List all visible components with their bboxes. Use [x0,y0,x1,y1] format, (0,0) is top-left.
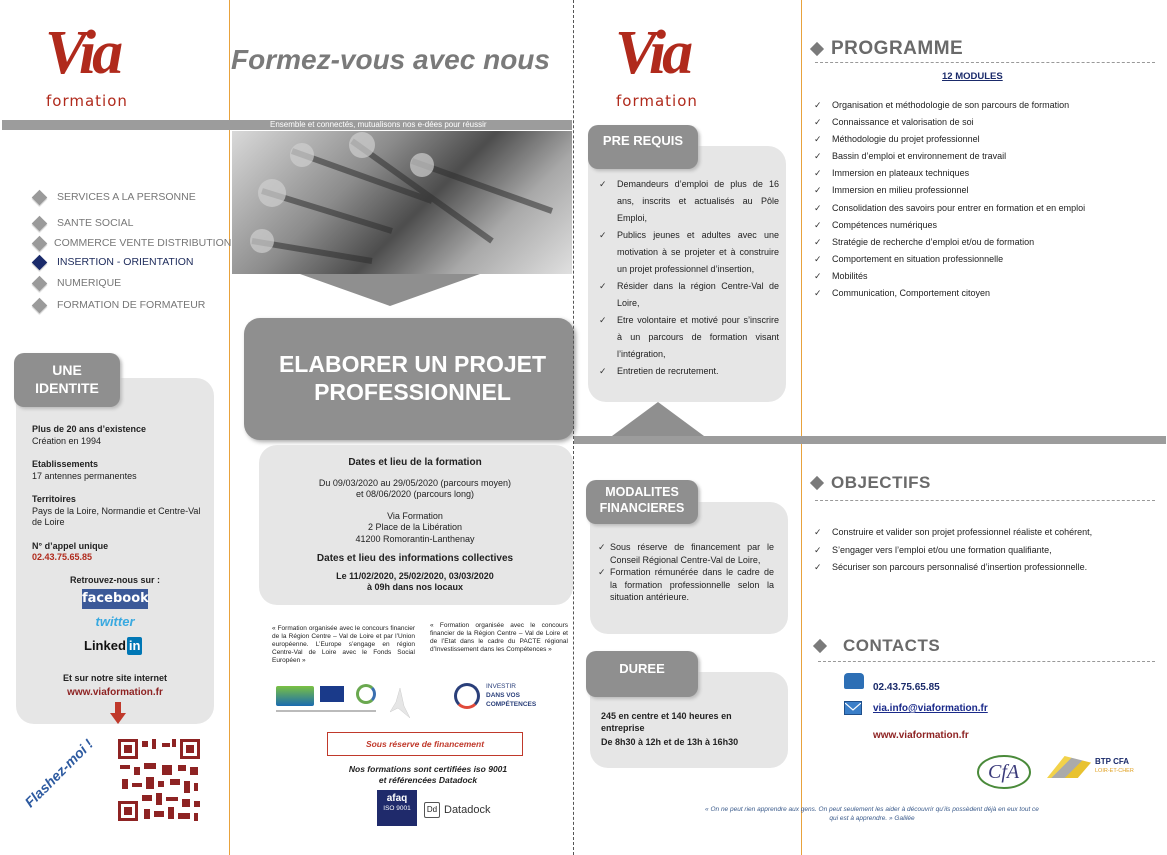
nav-item-insertion[interactable] [34,256,194,268]
qr-code[interactable] [116,737,202,823]
modalites-tab: MODALITES FINANCIERES [586,480,698,524]
modalites-item: ✓ Sous réserve de financement par le Conseil Régional Centre-Val de Loire, [594,541,774,566]
site-title: Et sur notre site internet [62,673,168,683]
nav-item-commerce[interactable] [34,237,231,249]
programme-item: ✓ Immersion en milieu professionnel [810,182,1160,199]
nav-label: FORMATION DE FORMATEUR [57,299,206,311]
diamond-icon [32,235,48,251]
etab-title: Etablissements [32,459,99,469]
slogan: Formez-vous avec nous [231,44,550,75]
email-icon [844,701,862,715]
contact-site[interactable]: www.viaformation.fr [873,730,969,741]
prerequis-item: ✓ Demandeurs d’emploi de plus de 16 ans, inscrits et actualisés au Pôle Emploi, [595,176,779,227]
nav-label: SERVICES A LA PERSONNE [57,191,196,203]
duree-line-1: 245 en centre et 140 heures en entreprise [601,711,732,733]
find-us-label: Retrouvez-nous sur : [69,575,160,585]
programme-item: ✓ Consolidation des savoirs pour entrer en formation et en emploi [810,200,1160,217]
flash-me-label: Flashez-moi ! [21,735,97,811]
datadock-icon: Dd [424,802,440,818]
eu-flag-logo [320,686,344,702]
identite-tab: UNE IDENTITE [14,353,120,407]
duree-line-2: De 8h30 à 12h et de 13h à 16h30 [601,737,739,747]
photo-pointer [300,274,480,306]
prerequis-item: ✓ Etre volontaire et motivé pour s’inscrire à un parcours de formation visant l’intégration, [595,312,779,363]
programme-divider [815,62,1155,63]
phone-number: 02.43.75.65.85 [32,552,93,562]
etab-text: 17 antennes permanentes [32,470,137,481]
investir-circle-icon [454,683,480,709]
diamond-icon [32,254,48,270]
programme-item: ✓ Bassin d’emploi et environnement de travail [810,148,1160,165]
place-line-1: Via Formation [387,510,443,521]
programme-item: ✓ Comportement en situation professionnelle [810,251,1160,268]
middle-bar [574,436,1166,444]
diamond-icon [32,297,48,313]
cfa-logo [976,748,1036,792]
datadock-text: Datadock [444,804,491,816]
region-logo [356,684,376,704]
dates-line-2: et 08/06/2020 (parcours long) [355,489,475,499]
investir-line-1: INVESTIR [486,683,516,690]
identite-content [32,424,202,564]
existence-text: Création en 1994 [32,435,102,446]
brand-mark: Via [615,19,690,87]
contacts-heading [815,634,940,657]
prerequis-item: ✓ Publics jeunes et adultes avec une motivation à se projeter et à construire un projet professionnel d’insertion, [595,227,779,278]
nav-item-numerique[interactable] [34,277,121,289]
btp-sub: LOIR-ET-CHER [1095,768,1134,774]
funding-right-text: « Formation organisée avec le concours financier de la Région Centre – Val de Loire et de l’Etat dans le cadre du PACTE régional d’Investissement dans les Compétences » [430,622,568,653]
objectifs-title: OBJECTIFS [831,473,931,492]
programme-item: ✓ Organisation et méthodologie de son parcours de formation [810,97,1160,114]
linkedin-link[interactable] [84,637,142,655]
pointer-star [390,688,410,718]
cert-line-2: et référencées Datadock [378,775,478,785]
programme-heading [812,37,963,60]
linkedin-text: Linked [84,638,126,653]
objectifs-divider [815,500,1155,501]
twitter-link[interactable]: twitter [95,614,135,629]
datadock-logo [424,800,490,820]
programme-item: ✓ Compétences numériques [810,217,1160,234]
reserve-box: Sous réserve de financement [327,732,523,756]
objectifs-item: ✓ Sécuriser son parcours personnalisé d’insertion professionnelle. [810,559,1160,577]
programme-title: PROGRAMME [831,38,964,59]
investir-line-2: DANS VOS [486,692,520,699]
info-title: Dates et lieu des informations collectives [316,553,514,564]
objectifs-item: ✓ S’engager vers l’emploi et/ou une formation qualifiante, [810,542,1160,560]
programme-item: ✓ Mobilités [810,268,1160,285]
brand-logo-left [40,19,140,112]
contact-email[interactable]: via.info@viaformation.fr [873,703,988,714]
phone-icon [844,673,864,689]
modules-label: 12 MODULES [942,71,1003,82]
svg-text:CfA: CfA [988,761,1020,783]
investir-line-3: COMPÉTENCES [486,701,537,708]
contact-phone[interactable]: 02.43.75.65.85 [873,682,940,693]
phone-title: N° d’appel unique [32,540,109,551]
info-line-2: à 09h dans nos locaux [366,582,464,592]
place-line-2: 2 Place de la Libération [367,522,463,532]
place-line-3: 41200 Romorantin-Lanthenay [355,533,475,544]
programme-item: ✓ Méthodologie du projet professionnel [810,131,1160,148]
brand-logo-right [610,19,710,112]
dates-content [265,457,565,594]
funding-left-text: « Formation organisée avec le concours financier de la Région Centre – Val de Loire et par l’Union européenne. L’Europe s’engage en région Centre-Val de Loire avec le Fonds Social Européen » [272,625,415,664]
afaq-text: afaq [386,793,408,804]
diamond-icon [32,215,48,231]
objectifs-list [810,524,1160,577]
nav-item-formateur[interactable] [34,299,205,311]
keys-photo [232,131,572,274]
dates-line-1: Du 09/03/2020 au 29/05/2020 (parcours moyen) [318,477,512,488]
nav-label: NUMERIQUE [57,277,122,289]
eu-logos [276,684,386,714]
diamond-icon [32,189,48,205]
afaq-logo [377,790,417,826]
existence-title: Plus de 20 ans d’existence [32,424,147,434]
dates-title: Dates et lieu de la formation [348,457,482,468]
programme-item: ✓ Stratégie de recherche d’emploi et/ou de formation [810,234,1160,251]
facebook-link[interactable]: facebook [82,589,148,609]
programme-list [810,97,1160,302]
logos-caption-line [276,710,376,712]
btp-title: BTP CFA [1095,757,1130,766]
info-line-1: Le 11/02/2020, 25/02/2020, 03/03/2020 [336,570,494,581]
programme-item: ✓ Communication, Comportement citoyen [810,285,1160,302]
nav-label: SANTE SOCIAL [57,217,134,229]
nav-item-sante[interactable] [34,217,133,229]
contacts-title: CONTACTS [843,636,941,655]
terr-title: Territoires [32,494,76,504]
prerequis-tab: PRE REQUIS [588,125,698,169]
prerequis-item: ✓ Résider dans la région Centre-Val de Loire, [595,278,779,312]
europe-engage-logo [276,686,314,706]
brand-sub: formation [616,92,698,110]
course-title: ELABORER UN PROJET PROFESSIONNEL [278,351,547,405]
linkedin-icon: in [128,638,141,653]
btp-roof-icon [1047,756,1091,778]
diamond-icon [813,639,827,653]
quote: « On ne peut rien apprendre aux gens. On peut seulement les aider à découvrir qu’ils possèdent déjà en eux tout ce qui est à apprendre. » Galilée [705,806,1039,822]
page-fold [573,0,574,855]
diamond-icon [32,275,48,291]
modalites-list [594,541,774,604]
objectifs-item: ✓ Construire et valider son projet professionnel réaliste et cohérent, [810,524,1160,542]
btp-cfa-logo [1047,752,1157,786]
column-divider-2 [801,0,802,855]
duree-tab: DUREE [586,651,698,697]
brand-sub: formation [46,92,128,110]
nav-item-services[interactable] [34,191,196,203]
contacts-divider [818,661,1155,662]
banner-text: Ensemble et connectés, mutualisons nos e-dées pour réussir [270,120,487,129]
investir-logo [454,681,564,713]
diamond-icon [810,476,824,490]
cert-line-1: Nos formations sont certifiées iso 9001 [348,764,508,774]
prerequis-pointer [612,402,704,436]
prerequis-list [595,176,779,380]
nav-label: INSERTION - ORIENTATION [57,256,194,268]
objectifs-heading [812,471,931,494]
arrow-down-icon [110,702,126,724]
nav-label: COMMERCE VENTE DISTRIBUTION [54,237,232,249]
terr-text: Pays de la Loire, Normandie et Centre-Val de Loire [32,505,201,527]
prerequis-item: ✓ Entretien de recrutement. [595,363,779,380]
iso-text: ISO 9001 [383,805,411,812]
diamond-icon [810,42,824,56]
programme-item: ✓ Connaissance et valorisation de soi [810,114,1160,131]
site-link[interactable]: www.viaformation.fr [67,687,163,698]
modalites-item: ✓ Formation rémunérée dans le cadre de la formation professionnelle selon la situation antérieure. [594,566,774,604]
programme-item: ✓ Immersion en plateaux techniques [810,165,1160,182]
brand-mark: Via [45,19,120,87]
